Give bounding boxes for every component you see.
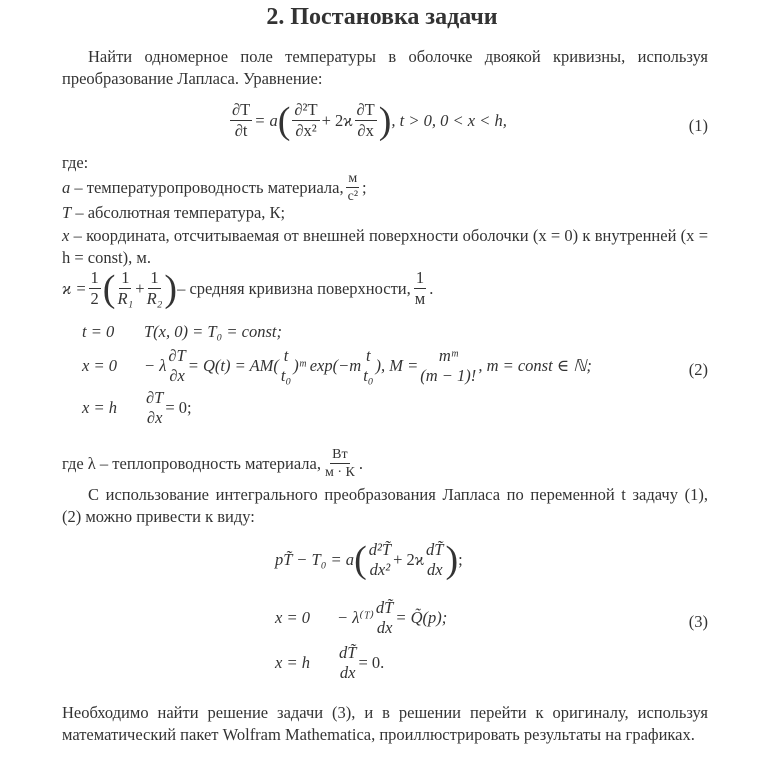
fraction: $\frac{\partial T}{\partial t}$ [232, 100, 251, 140]
equation-number-2: (2) [688, 360, 708, 379]
laplace-paragraph: С использование интегрального преобразования Лапласа по переменной t задачу (1), (2) можно привести к виду: [62, 485, 708, 526]
equation-3-line-3: x = h dT̃ dx = 0. [275, 643, 385, 682]
where-label: где: [62, 153, 89, 172]
final-paragraph: Необходимо найти решение задачи (3), и в решении перейти к оригиналу, используя математический пакет Wolfram Mathematica, проиллюстрировать результаты на графиках. [62, 703, 708, 744]
equation-number-3: (3) [688, 612, 708, 631]
definition-a: a – температуропроводность материала, $\frac{м}{\text{с²}}$ ; [62, 171, 367, 204]
intro-paragraph: Найти одномерное поле температуры в оболочке двоякой кривизны, используя преобразование Лапласа. Уравнение: [62, 47, 708, 88]
section-title: 2. Постановка задачи [266, 4, 498, 30]
equation-number-1: (1) [688, 116, 708, 135]
equation-2-line-2: x = 0 − λ ∂T ∂x = Q(t) = AM( t t₀ )ᵐ exp(−m t t₀ ), M = mᵐ (m − 1)! , m = const ∈ ℕ; [82, 346, 592, 385]
lambda-definition: где λ – теплопроводность материала, $\frac{Вт}{м \cdot К}$ . [62, 447, 363, 480]
equation-3-line-2: x = 0 − λ⁽ᵀ⁾ dT̃ dx = Q̃(p); [275, 598, 448, 637]
equation-2-line-1: t = 0 T(x, 0) = T₀ = const; [82, 322, 282, 341]
equation-1: $\frac{\partial T}{\partial t}$ = a ( $\frac{\text{∂²T}}{\text{∂x²}}$ + 2ϰ $\frac{\partial T}{\partial x}$ ) , t > 0, 0 < x < h, [232, 99, 507, 142]
equation-3-line-1: pT̃ − T₀ = a ( d²T̃ dx² + 2ϰ dT̃ dx ) ; [275, 539, 463, 581]
definition-x: x – координата, отсчитываемая от внешней поверхности оболочки (x = 0) к внутренней (x = h = const), м. [62, 226, 708, 267]
equation-2-line-3: x = h ∂T ∂x = 0; [82, 388, 192, 427]
definition-kappa: ϰ = $\frac{1}{2}$ ( $\frac{1}{\text{R₁}}$ + $\frac{1}{\text{R₂}}$ ) – средняя кривизна поверхности, $\frac{1}{м}$ . [62, 267, 434, 310]
definition-T: T – абсолютная температура, К; [62, 203, 286, 222]
